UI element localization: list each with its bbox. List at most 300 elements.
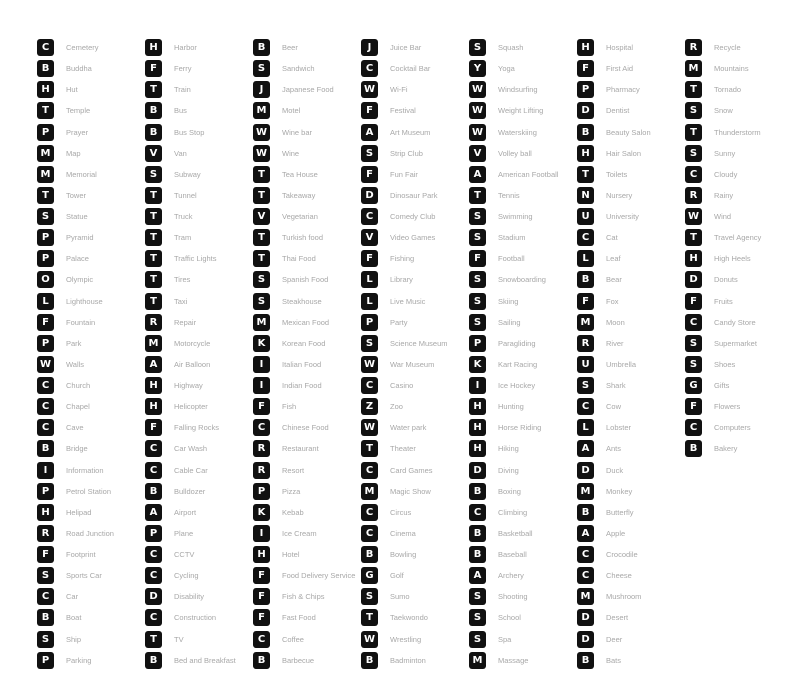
icon-label: Cocktail Bar: [390, 64, 431, 74]
icon-label: Cinema: [390, 528, 416, 538]
icon-label: Temple: [66, 106, 91, 116]
icon-label: Shooting: [498, 592, 528, 602]
icon-label: Bear: [606, 275, 622, 285]
icon-label: Badminton: [390, 655, 426, 665]
icon-item-bakery: [685, 438, 793, 459]
icon-item-footprint: [37, 544, 145, 565]
icon-label: Mushroom: [606, 592, 642, 602]
icon-label: Prayer: [66, 127, 89, 137]
church-icon: C: [37, 377, 54, 394]
icon-item-bulldozer: [145, 481, 253, 502]
cave-icon: C: [37, 419, 54, 436]
icon-label: Restaurant: [282, 444, 319, 454]
icon-label: Wi-Fi: [390, 85, 408, 95]
tower-icon: T: [37, 187, 54, 204]
icon-item-hotel: [253, 544, 361, 565]
icon-item-war-museum: [361, 354, 469, 375]
basketball-icon: B: [469, 525, 486, 542]
sports-car-icon: S: [37, 567, 54, 584]
icon-label: Truck: [174, 212, 193, 222]
icon-label: Chinese Food: [282, 423, 329, 433]
icon-label: Taxi: [174, 296, 188, 306]
cycling-icon: C: [145, 567, 162, 584]
icon-label: Tower: [66, 190, 87, 200]
icon-label: Chapel: [66, 402, 90, 412]
sailing-icon: S: [469, 314, 486, 331]
video-games-icon: V: [361, 229, 378, 246]
icon-item-cheese: [577, 565, 685, 586]
icon-item-fountain: [37, 312, 145, 333]
icon-item-tv: [145, 629, 253, 650]
icon-label: Fast Food: [282, 613, 316, 623]
icon-label: Recycle: [714, 43, 741, 53]
bear-icon: B: [577, 271, 594, 288]
icon-label: Art Museum: [390, 127, 431, 137]
icon-label: Party: [390, 317, 408, 327]
icon-item-candy-store: [685, 312, 793, 333]
petrol-station-icon: P: [37, 483, 54, 500]
icon-item-italian-food: [253, 354, 361, 375]
pharmacy-icon: P: [577, 81, 594, 98]
icon-item-party: [361, 312, 469, 333]
highway-icon: H: [145, 377, 162, 394]
icon-item-construction: [145, 607, 253, 628]
icon-item-fast-food: [253, 607, 361, 628]
icon-item-bear: [577, 269, 685, 290]
icon-label: Boat: [66, 613, 82, 623]
barbecue-icon: B: [253, 652, 270, 669]
wi-fi-icon: W: [361, 81, 378, 98]
icon-item-plane: [145, 523, 253, 544]
icon-label: Palace: [66, 254, 89, 264]
icon-label: Tram: [174, 233, 192, 243]
icon-item-supermarket: [685, 333, 793, 354]
icon-label: Sumo: [390, 592, 410, 602]
snowboarding-icon: S: [469, 271, 486, 288]
chapel-icon: C: [37, 398, 54, 415]
icon-label: CCTV: [174, 550, 195, 560]
icon-label: Helipad: [66, 507, 92, 517]
shoes-icon: S: [685, 356, 702, 373]
icon-item-casino: [361, 375, 469, 396]
icon-label: Desert: [606, 613, 629, 623]
butterfly-icon: B: [577, 504, 594, 521]
icon-label: Ice Hockey: [498, 381, 536, 391]
icon-item-cycling: [145, 565, 253, 586]
icon-item-harbor: [145, 37, 253, 58]
helipad-icon: H: [37, 504, 54, 521]
tunnel-icon: T: [145, 187, 162, 204]
icon-item-ice-hockey: [469, 375, 577, 396]
icon-label: Wine bar: [282, 127, 313, 137]
tornado-icon: T: [685, 81, 702, 98]
icon-item-kebab: [253, 502, 361, 523]
icon-label: Wind: [714, 212, 732, 222]
icon-label: Shoes: [714, 359, 736, 369]
icon-label: Cat: [606, 233, 618, 243]
icon-item-sunny: [685, 143, 793, 164]
icon-item-ice-cream: [253, 523, 361, 544]
nursery-icon: N: [577, 187, 594, 204]
icon-item-live-music: [361, 291, 469, 312]
icon-item-first-aid: [577, 58, 685, 79]
icon-label: Construction: [174, 613, 217, 623]
icon-label: Plane: [174, 528, 194, 538]
icon-item-flowers: [685, 396, 793, 417]
ice-hockey-icon: I: [469, 377, 486, 394]
icon-label: Crocodile: [606, 550, 638, 560]
icon-item-information: [37, 460, 145, 481]
icon-item-donuts: [685, 269, 793, 290]
icon-item-duck: [577, 460, 685, 481]
fruits-icon: F: [685, 293, 702, 310]
icon-label: Coffee: [282, 634, 304, 644]
icon-item-boat: [37, 607, 145, 628]
bowling-icon: B: [361, 546, 378, 563]
icon-label: Archery: [498, 571, 524, 581]
icon-item-church: [37, 375, 145, 396]
icon-label: Tires: [174, 275, 191, 285]
icon-item-bowling: [361, 544, 469, 565]
icon-label: Sunny: [714, 148, 736, 158]
cctv-icon: C: [145, 546, 162, 563]
indian-food-icon: I: [253, 377, 270, 394]
icon-label: Computers: [714, 423, 751, 433]
archery-icon: A: [469, 567, 486, 584]
festival-icon: F: [361, 102, 378, 119]
icon-label: Waterskiing: [498, 127, 537, 137]
icon-label: Japanese Food: [282, 85, 334, 95]
kebab-icon: K: [253, 504, 270, 521]
mushroom-icon: M: [577, 588, 594, 605]
crocodile-icon: C: [577, 546, 594, 563]
icon-label: Food Delivery Service: [282, 571, 356, 581]
supermarket-icon: S: [685, 335, 702, 352]
gifts-icon: G: [685, 377, 702, 394]
icon-item-cocktail-bar: [361, 58, 469, 79]
donuts-icon: D: [685, 271, 702, 288]
shooting-icon: S: [469, 588, 486, 605]
icon-label: Harbor: [174, 43, 197, 53]
icon-item-barbecue: [253, 650, 361, 671]
icon-label: Live Music: [390, 296, 426, 306]
icon-label: Bats: [606, 655, 622, 665]
cat-icon: C: [577, 229, 594, 246]
icon-label: Paragliding: [498, 338, 536, 348]
bed-and-breakfast-icon: B: [145, 652, 162, 669]
icon-item-monkey: [577, 481, 685, 502]
icon-label: Hospital: [606, 43, 634, 53]
icon-label: Cycling: [174, 571, 199, 581]
kart-racing-icon: K: [469, 356, 486, 373]
icon-item-magic-show: [361, 481, 469, 502]
icon-label: Barbecue: [282, 655, 315, 665]
icon-item-coffee: [253, 629, 361, 650]
icon-item-tram: [145, 227, 253, 248]
icon-label: Tunnel: [174, 190, 197, 200]
icon-label: Video Games: [390, 233, 436, 243]
icon-item-football: [469, 248, 577, 269]
icon-label: Ferry: [174, 64, 192, 74]
buddha-icon: B: [37, 60, 54, 77]
icon-label: Bakery: [714, 444, 738, 454]
icon-item-shooting: [469, 586, 577, 607]
icon-label: Monkey: [606, 486, 633, 496]
icon-label: Cave: [66, 423, 84, 433]
apple-icon: A: [577, 525, 594, 542]
icon-item-thunderstorm: [685, 122, 793, 143]
icon-item-horse-riding: [469, 417, 577, 438]
bakery-icon: B: [685, 440, 702, 457]
badminton-icon: B: [361, 652, 378, 669]
icon-item-squash: [469, 37, 577, 58]
icon-item-truck: [145, 206, 253, 227]
icon-item-windsurfing: [469, 79, 577, 100]
ferry-icon: F: [145, 60, 162, 77]
icon-item-shoes: [685, 354, 793, 375]
icon-label: Parking: [66, 655, 92, 665]
pyramid-icon: P: [37, 229, 54, 246]
car-icon: C: [37, 588, 54, 605]
icon-item-dinosaur-park: [361, 185, 469, 206]
yoga-icon: Y: [469, 60, 486, 77]
icon-label: Supermarket: [714, 338, 757, 348]
icon-item-traffic-lights: [145, 248, 253, 269]
art-museum-icon: A: [361, 124, 378, 141]
icon-item-leaf: [577, 248, 685, 269]
icon-label: Car Wash: [174, 444, 208, 454]
moon-icon: M: [577, 314, 594, 331]
tea-house-icon: T: [253, 166, 270, 183]
icon-label: First Aid: [606, 64, 634, 74]
beer-icon: B: [253, 39, 270, 56]
pizza-icon: P: [253, 483, 270, 500]
icon-column: [145, 37, 253, 671]
icon-label: Moon: [606, 317, 625, 327]
icon-label: Air Balloon: [174, 359, 211, 369]
icon-item-fun-fair: [361, 164, 469, 185]
icon-label: Helicopter: [174, 402, 208, 412]
icon-label: Festival: [390, 106, 416, 116]
icon-item-beauty-salon: [577, 122, 685, 143]
icon-label: Spanish Food: [282, 275, 329, 285]
icon-item-ants: [577, 438, 685, 459]
thai-food-icon: T: [253, 250, 270, 267]
bus-stop-icon: B: [145, 124, 162, 141]
icon-column: [253, 37, 361, 671]
icon-label: Weight Lifting: [498, 106, 544, 116]
icon-item-diving: [469, 460, 577, 481]
cocktail-bar-icon: C: [361, 60, 378, 77]
hotel-icon: H: [253, 546, 270, 563]
icon-item-video-games: [361, 227, 469, 248]
icon-label: Windsurfing: [498, 85, 538, 95]
icon-item-repair: [145, 312, 253, 333]
icon-label: Football: [498, 254, 525, 264]
icon-column: [685, 37, 793, 460]
icon-item-golf: [361, 565, 469, 586]
icon-item-bridge: [37, 438, 145, 459]
icon-item-hut: [37, 79, 145, 100]
icon-label: Airport: [174, 507, 197, 517]
icon-item-cable-car: [145, 460, 253, 481]
icon-label: Boxing: [498, 486, 521, 496]
korean-food-icon: K: [253, 335, 270, 352]
icon-item-deer: [577, 629, 685, 650]
icon-label: Kart Racing: [498, 359, 538, 369]
icon-label: Donuts: [714, 275, 738, 285]
taekwondo-icon: T: [361, 609, 378, 626]
icon-item-car-wash: [145, 438, 253, 459]
traffic-lights-icon: T: [145, 250, 162, 267]
icon-item-butterfly: [577, 502, 685, 523]
restaurant-icon: R: [253, 440, 270, 457]
icon-item-badminton: [361, 650, 469, 671]
american-football-icon: A: [469, 166, 486, 183]
icon-label: Snow: [714, 106, 733, 116]
subway-icon: S: [145, 166, 162, 183]
icon-item-tunnel: [145, 185, 253, 206]
fishing-icon: F: [361, 250, 378, 267]
vegetarian-icon: V: [253, 208, 270, 225]
icon-item-river: [577, 333, 685, 354]
icon-label: Ship: [66, 634, 82, 644]
icon-label: Petrol Station: [66, 486, 112, 496]
icon-label: Shark: [606, 381, 626, 391]
icon-item-disability: [145, 586, 253, 607]
icon-item-basketball: [469, 523, 577, 544]
icon-item-taxi: [145, 291, 253, 312]
water-park-icon: W: [361, 419, 378, 436]
icon-label: Hunting: [498, 402, 524, 412]
icon-label: School: [498, 613, 521, 623]
truck-icon: T: [145, 208, 162, 225]
volley-ball-icon: V: [469, 145, 486, 162]
icon-label: Duck: [606, 465, 624, 475]
bulldozer-icon: B: [145, 483, 162, 500]
deer-icon: D: [577, 631, 594, 648]
icon-label: Vegetarian: [282, 212, 318, 222]
icon-item-memorial: [37, 164, 145, 185]
strip-club-icon: S: [361, 145, 378, 162]
icon-label: Korean Food: [282, 338, 326, 348]
cow-icon: C: [577, 398, 594, 415]
science-museum-icon: S: [361, 335, 378, 352]
icon-label: Spa: [498, 634, 512, 644]
live-music-icon: L: [361, 293, 378, 310]
icon-label: Bridge: [66, 444, 88, 454]
paragliding-icon: P: [469, 335, 486, 352]
ship-icon: S: [37, 631, 54, 648]
icon-label: Hiking: [498, 444, 519, 454]
icon-label: Massage: [498, 655, 529, 665]
icon-item-restaurant: [253, 438, 361, 459]
icon-item-ferry: [145, 58, 253, 79]
icon-label: Golf: [390, 571, 404, 581]
icon-item-juice-bar: [361, 37, 469, 58]
icon-label: Hut: [66, 85, 78, 95]
card-games-icon: C: [361, 462, 378, 479]
motel-icon: M: [253, 102, 270, 119]
icon-item-beer: [253, 37, 361, 58]
palace-icon: P: [37, 250, 54, 267]
bridge-icon: B: [37, 440, 54, 457]
icon-item-circus: [361, 502, 469, 523]
icon-label: Pyramid: [66, 233, 94, 243]
icon-item-hospital: [577, 37, 685, 58]
icon-item-fish: [253, 396, 361, 417]
icon-label: Bed and Breakfast: [174, 655, 236, 665]
icon-label: Lighthouse: [66, 296, 103, 306]
icon-item-hair-salon: [577, 143, 685, 164]
golf-icon: G: [361, 567, 378, 584]
map-icon: M: [37, 145, 54, 162]
icon-item-apple: [577, 523, 685, 544]
icon-label: Library: [390, 275, 413, 285]
rainy-icon: R: [685, 187, 702, 204]
spa-icon: S: [469, 631, 486, 648]
icon-item-wrestling: [361, 629, 469, 650]
zoo-icon: Z: [361, 398, 378, 415]
icon-item-japanese-food: [253, 79, 361, 100]
icon-label: Juice Bar: [390, 43, 422, 53]
icon-item-indian-food: [253, 375, 361, 396]
icon-label: Circus: [390, 507, 412, 517]
disability-icon: D: [145, 588, 162, 605]
fox-icon: F: [577, 293, 594, 310]
icon-item-toilets: [577, 164, 685, 185]
icon-item-umbrella: [577, 354, 685, 375]
lobster-icon: L: [577, 419, 594, 436]
icon-item-pyramid: [37, 227, 145, 248]
skiing-icon: S: [469, 293, 486, 310]
icon-item-water-park: [361, 417, 469, 438]
snow-icon: S: [685, 102, 702, 119]
icon-column: [37, 37, 145, 671]
wind-icon: W: [685, 208, 702, 225]
icon-item-bus: [145, 100, 253, 121]
icon-label: Olympic: [66, 275, 94, 285]
icon-label: Church: [66, 381, 91, 391]
tennis-icon: T: [469, 187, 486, 204]
icon-item-wine-bar: [253, 122, 361, 143]
icon-item-school: [469, 607, 577, 628]
casino-icon: C: [361, 377, 378, 394]
icon-label: Fishing: [390, 254, 415, 264]
icon-label: Subway: [174, 169, 201, 179]
icon-item-vegetarian: [253, 206, 361, 227]
icon-item-spa: [469, 629, 577, 650]
walls-icon: W: [37, 356, 54, 373]
comedy-club-icon: C: [361, 208, 378, 225]
wrestling-icon: W: [361, 631, 378, 648]
train-icon: T: [145, 81, 162, 98]
icon-label: Statue: [66, 212, 88, 222]
icon-label: Climbing: [498, 507, 528, 517]
beauty-salon-icon: B: [577, 124, 594, 141]
sandwich-icon: S: [253, 60, 270, 77]
thunderstorm-icon: T: [685, 124, 702, 141]
icon-item-walls: [37, 354, 145, 375]
icon-item-university: [577, 206, 685, 227]
icon-label: Pharmacy: [606, 85, 640, 95]
icon-item-card-games: [361, 460, 469, 481]
icon-column: [469, 37, 577, 671]
boat-icon: B: [37, 609, 54, 626]
icon-item-tennis: [469, 185, 577, 206]
icon-label: Fountain: [66, 317, 96, 327]
icon-label: American Football: [498, 169, 559, 179]
